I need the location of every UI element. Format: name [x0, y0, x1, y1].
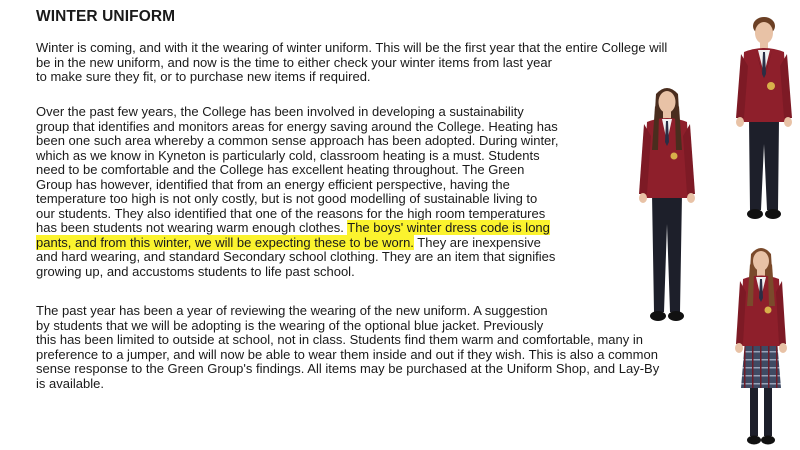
text-line: Group has however, identified that from an energy efficient perspective, having the — [36, 176, 510, 192]
student-figure-girl-skirt — [733, 244, 789, 448]
plain-text: They are inexpensive — [413, 234, 541, 250]
paragraph-sustainability — [36, 105, 559, 279]
text-line: which as we know in Kyneton is particularly cold, classroom heating is a must. Students — [36, 147, 540, 163]
paragraph-blue-jacket — [36, 304, 659, 391]
text-line: be in the new uniform, and now is the time to either check your winter items from last year — [36, 54, 552, 70]
paragraph-intro — [36, 41, 667, 85]
text-line — [36, 221, 559, 236]
text-line: need to be comfortable and the College has excellent heating throughout. The Green — [36, 162, 525, 177]
student-figure-girl-pants — [636, 84, 698, 324]
text-line: this has been limited to outside at school, not in class. Students find them warm and comfortable, many in — [36, 332, 643, 347]
student-figure-boy — [732, 14, 796, 226]
highlighted-text: The boys' winter dress code is long — [347, 220, 550, 235]
text-line: been one such area whereby a common sense approach has been adopted. During winter, — [36, 133, 559, 148]
text-line: preference to a jumper, and will now be able to wear them inside and out if they wish. This is also a common — [36, 346, 658, 362]
text-line: Over the past few years, the College has been involved in developing a sustainability — [36, 104, 524, 119]
text-line: our students. They also identified that one of the reasons for the high room temperatures — [36, 205, 546, 221]
plain-text: has been students not wearing warm enough clothes. — [36, 220, 348, 235]
text-line: to make sure they fit, or to purchase new items if required. — [36, 69, 371, 84]
text-line: temperature too high is not only costly, but is not good modelling of sustainable living to — [36, 191, 538, 206]
text-line: is available. — [36, 375, 104, 391]
text-line: sense response to the Green Group's findings. All items may be purchased at the Uniform Shop, and Lay-By — [36, 361, 660, 376]
text-line: The past year has been a year of reviewing the wearing of the new uniform. A suggestion — [36, 303, 548, 318]
highlighted-text: pants, and from this winter, we will be expecting these to be worn. — [36, 234, 414, 250]
text-line: growing up, and accustoms students to life past school. — [36, 263, 355, 279]
text-line: by students that we will be adopting is the wearing of the optional blue jacket. Previously — [36, 317, 544, 333]
text-line: Winter is coming, and with it the wearing of winter uniform. This will be the first year that the entire College will — [36, 40, 668, 55]
article-title: WINTER UNIFORM — [36, 8, 176, 25]
text-line: and hard wearing, and standard Secondary school clothing. They are an item that signifies — [36, 249, 556, 264]
text-line: group that identifies and monitors areas for energy saving around the College. Heating has — [36, 118, 558, 134]
text-line — [36, 236, 559, 251]
